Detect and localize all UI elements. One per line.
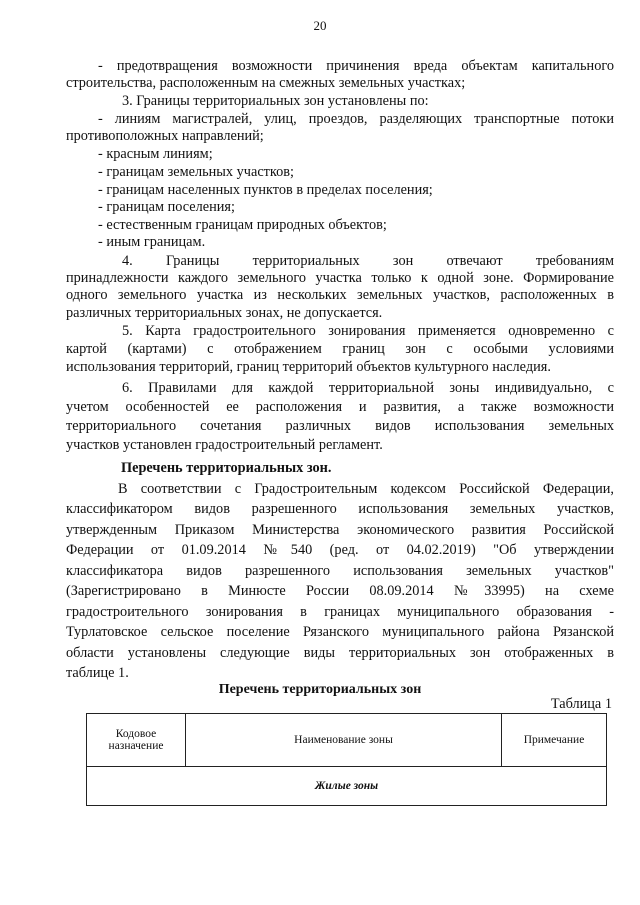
group-row-residential: Жилые зоны — [87, 767, 607, 806]
text-line: классификатора видов разрешенного использования земельных участков" — [66, 563, 614, 579]
text-line: 5. Карта градостроительного зонирования применяется одновременно с — [122, 323, 614, 339]
section-heading: Перечень территориальных зон. — [121, 460, 332, 476]
text-line: одного земельного участка из нескольких земельных участков, расположенных в — [66, 287, 614, 303]
text-line: - линиям магистралей, улиц, проездов, разделяющих транспортные потоки — [98, 111, 614, 127]
list-item: - границам земельных участков; — [98, 164, 295, 180]
text-line: (Зарегистрировано в Минюсте России 08.09.2014 №33995) на схеме — [66, 583, 614, 599]
text-line: - предотвращения возможности причинения вреда объектам капитального — [98, 58, 614, 74]
table-caption: Таблица 1 — [550, 696, 612, 712]
text-line: классификатором видов разрешенного использования земельных участков, — [66, 501, 614, 517]
list-item: - естественным границам природных объектов; — [98, 217, 387, 233]
text-line: области установлены следующие виды территориальных зон отображенных в — [66, 645, 614, 661]
column-header-name: Наименование зоны — [186, 714, 502, 767]
text-line: утвержденным Приказом Министерства экономического развития Российской — [66, 522, 614, 538]
table-row — [87, 767, 607, 806]
text-line: 4. Границы территориальных зон отвечают требованиям — [122, 253, 614, 269]
list-item: - границам населенных пунктов в пределах поселения; — [98, 182, 433, 198]
text-line: 3. Границы территориальных зон установлены по: — [122, 93, 429, 109]
text-line: противоположных направлений; — [66, 128, 264, 144]
text-line: принадлежности каждого земельного участка только к одной зоне. Формирование — [66, 270, 614, 286]
list-item: - красным линиям; — [98, 146, 213, 162]
text-line: учетом особенностей ее расположения и развития, а также возможности — [66, 399, 614, 415]
text-line: картой (картами) с отображением границ зон с особыми условиями — [66, 341, 614, 357]
table-title: Перечень территориальных зон — [218, 682, 422, 697]
text-line: использования территорий, границ территорий объектов культурного наследия. — [66, 359, 551, 375]
text-line: таблице 1. — [66, 665, 129, 681]
zones-table — [86, 713, 607, 806]
page-number: 20 — [313, 18, 327, 33]
column-header-code: Кодовое назначение — [87, 714, 186, 767]
list-item: - иным границам. — [98, 234, 206, 250]
text-line: Федерации от 01.09.2014 №540 (ред. от 04.02.2019) "Об утверждении — [66, 542, 614, 558]
table-header-row — [87, 714, 607, 767]
text-line: В соответствии с Градостроительным кодексом Российской Федерации, — [118, 481, 614, 497]
column-header-note: Примечание — [502, 714, 607, 767]
text-line: различных территориальных зонах, не допускается. — [66, 305, 383, 321]
text-line: участков установлен градостроительный регламент. — [66, 437, 383, 453]
list-item: - границам поселения; — [98, 199, 235, 215]
text-line: градостроительного зонирования в границах муниципального образования - — [66, 604, 614, 620]
text-line: 6. Правилами для каждой территориальной зоны индивидуально, с — [122, 380, 614, 396]
text-line: строительства, расположенным на смежных земельных участках; — [66, 75, 466, 91]
text-line: территориального сочетания различных видов использования земельных — [66, 418, 614, 434]
text-line: Турлатовское сельское поселение Рязанского муниципального района Рязанской — [66, 624, 614, 640]
